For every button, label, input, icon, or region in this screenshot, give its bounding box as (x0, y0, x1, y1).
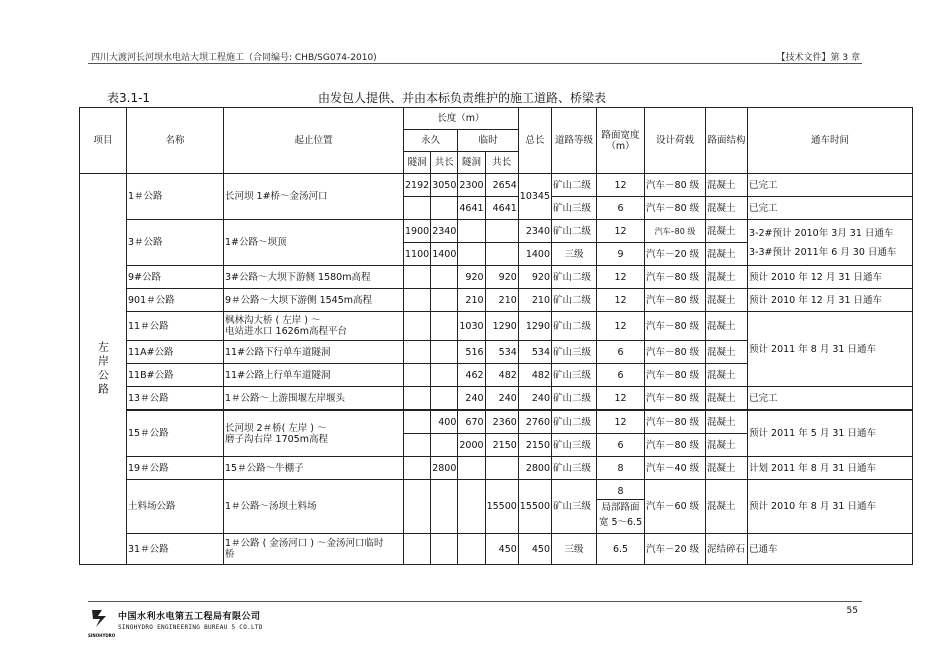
cell-temp-total: 4641 (485, 197, 518, 220)
cell-width: 12 (597, 174, 645, 197)
doc-header-right: 【技术文件】第 3 章 (776, 53, 860, 63)
cell-width: 6.5 (597, 534, 645, 565)
cell-perm-tunnel (404, 480, 431, 534)
cell-structure: 混凝土 (706, 289, 748, 312)
cell-grade: 矿山二级 (552, 387, 597, 411)
cell-structure: 混凝土 (706, 387, 748, 411)
cell-temp-tunnel: 670 (458, 410, 485, 434)
cell-grade: 矿山二级 (552, 289, 597, 312)
cell-load: 汽车－80 级 (645, 312, 706, 341)
row-name: 3＃公路 (127, 220, 224, 266)
cell-total: 450 (518, 534, 551, 565)
location-line: 1＃公路 ( 金汤河口 ) ～金汤河口临时 (225, 538, 384, 549)
cell-temp-total: 2654 (485, 174, 518, 197)
cell-grade: 矿山三级 (552, 434, 597, 457)
header-length: 长度（m） (404, 108, 519, 130)
header-total: 总长 (518, 108, 551, 174)
roads-table (79, 107, 913, 565)
cell-perm-tunnel: 1100 (404, 243, 431, 266)
cell-width: 6 (597, 197, 645, 220)
cell-total: 10345 (518, 174, 551, 220)
row-location: 15＃公路～牛棚子 (224, 457, 404, 480)
cell-load: 汽车－20 级 (645, 243, 706, 266)
cell-perm-total (431, 364, 458, 387)
cell-structure: 混凝土 (706, 434, 748, 457)
header-name: 名称 (127, 108, 224, 174)
table-header-row-1 (80, 108, 913, 130)
cell-open-time: 预计 2010 年 8 月 31 日通车 (748, 480, 913, 534)
cell-structure: 混凝土 (706, 341, 748, 364)
cell-perm-tunnel (404, 434, 431, 457)
table-row (80, 480, 913, 534)
cell-grade: 矿山三级 (552, 341, 597, 364)
cell-perm-total: 3050 (431, 174, 458, 197)
cell-temp-tunnel: 920 (458, 266, 485, 289)
row-name: 901＃公路 (127, 289, 224, 312)
cell-load: 汽车–80 级 (645, 220, 706, 243)
footer-divider (88, 601, 862, 602)
row-location: 1＃公路～汤坝土料场 (224, 480, 404, 534)
header-perm-total: 共长 (431, 152, 458, 174)
cell-temp-total: 210 (485, 289, 518, 312)
cell-perm-total (431, 434, 458, 457)
cell-grade: 矿山三级 (552, 364, 597, 387)
cell-grade: 矿山二级 (552, 220, 597, 243)
cell-width: 6 (597, 434, 645, 457)
cell-structure: 混凝土 (706, 410, 748, 434)
cell-grade: 矿山二级 (552, 266, 597, 289)
cell-perm-total (431, 341, 458, 364)
cell-perm-tunnel (404, 197, 431, 220)
cell-total: 15500 (518, 480, 551, 534)
cell-perm-tunnel: 2192 (404, 174, 431, 197)
row-name: 11B#公路 (127, 364, 224, 387)
cell-temp-tunnel: 4641 (458, 197, 485, 220)
cell-load: 汽车－20 级 (645, 534, 706, 565)
cell-temp-total: 450 (485, 534, 518, 565)
cell-perm-total (431, 387, 458, 411)
logo-wordmark: SINOHYDRO (88, 633, 116, 638)
cell-structure: 混凝土 (706, 197, 748, 220)
header-temp-tunnel: 隧洞 (458, 152, 485, 174)
cell-load: 汽车－80 级 (645, 434, 706, 457)
cell-temp-total: 2360 (485, 410, 518, 434)
cell-load: 汽车－80 级 (645, 364, 706, 387)
table-row (80, 220, 913, 243)
cell-width: 12 (597, 387, 645, 411)
cell-load: 汽车－40 级 (645, 457, 706, 480)
cell-perm-total: 400 (431, 410, 458, 434)
cell-open-time: 已完工 (748, 174, 913, 197)
location-line: 桥 (225, 549, 235, 560)
cell-width: 6 (597, 341, 645, 364)
row-name: 19＃公路 (127, 457, 224, 480)
header-structure: 路面结构 (706, 108, 748, 174)
cell-open-time: 预计 2011 年 5 月 31 日通车 (748, 410, 913, 457)
cell-temp-tunnel: 210 (458, 289, 485, 312)
cell-grade: 三级 (552, 534, 597, 565)
row-location: 3#公路～大坝下游侧 1580m高程 (224, 266, 404, 289)
cell-perm-total: 2800 (431, 457, 458, 480)
cell-temp-tunnel: 2000 (458, 434, 485, 457)
row-location: 1＃公路～上游围堰左岸堰头 (224, 387, 404, 411)
open-time-line: 3-3#预计 2011年 6 月 30 日通车 (749, 246, 897, 258)
cell-temp-total: 240 (485, 387, 518, 411)
cell-temp-tunnel (458, 457, 485, 480)
row-name: 11＃公路 (127, 312, 224, 341)
row-location: 1#公路～坝顶 (224, 220, 404, 266)
cell-total: 1400 (518, 243, 551, 266)
row-name: 13＃公路 (127, 387, 224, 411)
cell-temp-tunnel (458, 243, 485, 266)
cell-temp-total: 2150 (485, 434, 518, 457)
company-logo-icon (88, 606, 116, 638)
row-name: 土料场公路 (127, 480, 224, 534)
cell-perm-tunnel (404, 534, 431, 565)
doc-header-left: 四川大渡河长河坝水电站大坝工程施工（合同编号: CHB/SG074-2010) (91, 53, 377, 63)
cell-structure: 混凝土 (706, 364, 748, 387)
row-location: 9＃公路～大坝下游侧 1545m高程 (224, 289, 404, 312)
cell-open-time: 已完工 (748, 197, 913, 220)
header-temporary: 临时 (458, 130, 518, 152)
cell-structure: 混凝土 (706, 266, 748, 289)
cell-temp-total: 920 (485, 266, 518, 289)
cell-width: 12 (597, 220, 645, 243)
cell-structure: 混凝土 (706, 220, 748, 243)
header-load: 设计荷载 (645, 108, 706, 174)
row-location: 11#公路上行单车道隧洞 (224, 364, 404, 387)
row-location (224, 312, 404, 341)
cell-temp-tunnel (458, 480, 485, 534)
cell-grade: 矿山三级 (552, 480, 597, 534)
cell-open-time: 已完工 (748, 387, 913, 411)
table-row (80, 266, 913, 289)
table-row (80, 289, 913, 312)
cell-load: 汽车－80 级 (645, 410, 706, 434)
company-name-cn: 中国水利水电第五工程局有限公司 (118, 612, 261, 622)
cell-width: 9 (597, 243, 645, 266)
page-number: 55 (846, 606, 858, 616)
location-line: 电站进水口 1626m高程平台 (225, 326, 347, 337)
cell-temp-total (485, 457, 518, 480)
header-width: 路面宽度（m） (597, 108, 645, 174)
cell-perm-total (431, 266, 458, 289)
cell-load: 汽车－80 级 (645, 174, 706, 197)
row-location: 长河坝 1#桥～金汤河口 (224, 174, 404, 220)
row-name: 15＃公路 (127, 410, 224, 457)
group-label: 左岸公路 (80, 174, 127, 565)
cell-temp-tunnel: 516 (458, 341, 485, 364)
cell-perm-total (431, 312, 458, 341)
cell-perm-total (431, 480, 458, 534)
cell-temp-total: 15500 (485, 480, 518, 534)
cell-total: 920 (518, 266, 551, 289)
cell-grade: 矿山三级 (552, 197, 597, 220)
cell-perm-tunnel (404, 387, 431, 411)
cell-perm-tunnel (404, 410, 431, 434)
cell-grade: 矿山三级 (552, 457, 597, 480)
cell-temp-tunnel: 240 (458, 387, 485, 411)
cell-perm-total (431, 197, 458, 220)
cell-structure: 混凝土 (706, 457, 748, 480)
cell-perm-total (431, 289, 458, 312)
cell-temp-tunnel: 2300 (458, 174, 485, 197)
cell-perm-tunnel (404, 289, 431, 312)
header-perm-tunnel: 隧洞 (404, 152, 431, 174)
header-grade: 道路等级 (552, 108, 597, 174)
cell-temp-total: 1290 (485, 312, 518, 341)
cell-total: 2760 (518, 410, 551, 434)
cell-temp-total: 482 (485, 364, 518, 387)
cell-open-time (748, 220, 913, 266)
table-row (80, 457, 913, 480)
cell-width (597, 480, 645, 534)
location-line: 磨子沟右岸 1705m高程 (225, 433, 328, 445)
cell-total: 210 (518, 289, 551, 312)
header-open-time: 通车时间 (748, 108, 913, 174)
open-time-line: 3-2#预计 2010年 3月 31 日通车 (749, 227, 894, 239)
row-name: 9#公路 (127, 266, 224, 289)
table-row (80, 174, 913, 197)
header-divider (88, 63, 862, 64)
cell-perm-tunnel (404, 266, 431, 289)
cell-perm-tunnel: 1900 (404, 220, 431, 243)
cell-open-time: 已通车 (748, 534, 913, 565)
cell-open-time: 预计 2011 年 8 月 31 日通车 (748, 312, 913, 387)
row-location (224, 410, 404, 457)
table-row (80, 387, 913, 411)
cell-temp-tunnel: 462 (458, 364, 485, 387)
table-row (80, 312, 913, 341)
row-name: 1＃公路 (127, 174, 224, 220)
cell-open-time: 预计 2010 年 12 月 31 日通车 (748, 266, 913, 289)
row-name: 31＃公路 (127, 534, 224, 565)
cell-structure: 混凝土 (706, 480, 748, 534)
header-location: 起止位置 (224, 108, 404, 174)
header-item: 项目 (80, 108, 127, 174)
header-permanent: 永久 (404, 130, 458, 152)
cell-structure: 混凝土 (706, 174, 748, 197)
cell-perm-tunnel (404, 457, 431, 480)
row-location (224, 534, 404, 565)
cell-load: 汽车－80 级 (645, 341, 706, 364)
company-name-en: SINOHYDRO ENGINEERING BUREAU 5 CO.LTD (118, 624, 263, 631)
cell-perm-total (431, 534, 458, 565)
cell-width: 12 (597, 312, 645, 341)
cell-total: 482 (518, 364, 551, 387)
cell-grade: 矿山二级 (552, 410, 597, 434)
cell-load: 汽车－80 级 (645, 387, 706, 411)
cell-width: 12 (597, 266, 645, 289)
cell-open-time: 计划 2011 年 8 月 31 日通车 (748, 457, 913, 480)
cell-total: 240 (518, 387, 551, 411)
table-title: 由发包人提供、并由本标负责维护的施工道路、桥梁表 (318, 91, 607, 105)
cell-temp-tunnel: 1030 (458, 312, 485, 341)
cell-perm-total: 2340 (431, 220, 458, 243)
cell-grade: 矿山二级 (552, 312, 597, 341)
cell-grade: 矿山二级 (552, 174, 597, 197)
location-line: 枫林沟大桥 ( 左岸 ) ～ (225, 315, 321, 326)
cell-total: 534 (518, 341, 551, 364)
cell-temp-total (485, 220, 518, 243)
cell-temp-tunnel (458, 534, 485, 565)
row-name: 11A#公路 (127, 341, 224, 364)
width-value: 8 (597, 484, 644, 500)
cell-perm-tunnel (404, 364, 431, 387)
cell-total: 2150 (518, 434, 551, 457)
cell-total: 2340 (518, 220, 551, 243)
cell-structure: 混凝土 (706, 243, 748, 266)
cell-open-time: 预计 2010 年 12 月 31 日通车 (748, 289, 913, 312)
cell-perm-tunnel (404, 312, 431, 341)
cell-load: 汽车－80 级 (645, 197, 706, 220)
cell-width: 8 (597, 457, 645, 480)
table-row (80, 534, 913, 565)
width-note: 局部路面 (601, 501, 640, 513)
location-line: 长河坝 2＃桥( 左岸 ) ～ (225, 422, 327, 434)
cell-width: 12 (597, 410, 645, 434)
cell-width: 12 (597, 289, 645, 312)
width-note: 宽 5～6.5 (598, 516, 643, 528)
cell-width: 6 (597, 364, 645, 387)
cell-load: 汽车－60 级 (645, 480, 706, 534)
cell-perm-tunnel (404, 341, 431, 364)
table-number: 表3.1-1 (107, 91, 151, 105)
cell-temp-total (485, 243, 518, 266)
header-temp-total: 共长 (485, 152, 518, 174)
cell-total: 2800 (518, 457, 551, 480)
cell-load: 汽车－80 级 (645, 266, 706, 289)
table-row (80, 410, 913, 434)
cell-load: 汽车－80 级 (645, 289, 706, 312)
row-location: 11#公路下行单车道隧洞 (224, 341, 404, 364)
cell-total: 1290 (518, 312, 551, 341)
cell-structure: 泥结碎石 (706, 534, 748, 565)
cell-structure: 混凝土 (706, 312, 748, 341)
cell-perm-total: 1400 (431, 243, 458, 266)
cell-grade: 三级 (552, 243, 597, 266)
cell-temp-tunnel (458, 220, 485, 243)
cell-temp-total: 534 (485, 341, 518, 364)
